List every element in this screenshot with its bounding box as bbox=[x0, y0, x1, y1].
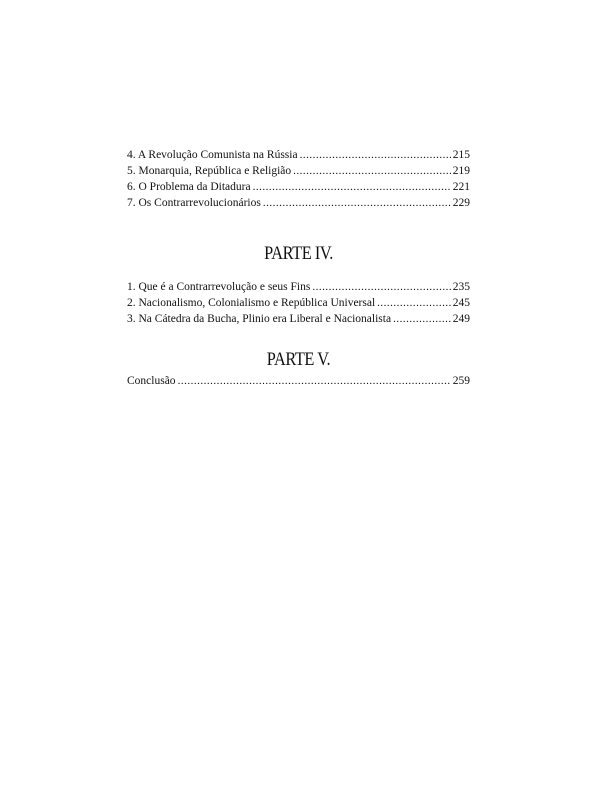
toc-entry-title: 6. O Problema da Ditadura bbox=[127, 181, 251, 193]
toc-leader-dots bbox=[377, 295, 451, 311]
toc-entry-page: 215 bbox=[452, 149, 470, 161]
toc-entry[interactable] bbox=[127, 163, 470, 179]
toc-entry-title: 5. Monarquia, República e Religião bbox=[127, 165, 292, 177]
toc-leader-dots bbox=[263, 195, 451, 211]
toc-entry-page: 229 bbox=[452, 197, 470, 209]
toc-entry-page: 219 bbox=[452, 165, 470, 177]
toc-leader-dots bbox=[253, 179, 451, 195]
toc-entry[interactable] bbox=[127, 195, 470, 211]
part-v-heading: PARTE V. bbox=[266, 349, 331, 370]
toc-entry[interactable] bbox=[127, 279, 470, 295]
toc-entry-page: 249 bbox=[452, 313, 470, 325]
toc-entry-page: 221 bbox=[452, 181, 470, 193]
toc-section-part-iii bbox=[127, 147, 470, 211]
toc-entry-title: 1. Que é a Contrarrevolução e seus Fins bbox=[127, 281, 311, 293]
toc-leader-dots bbox=[300, 147, 451, 163]
toc-leader-dots bbox=[293, 163, 451, 179]
toc-entry-title: 3. Na Cátedra da Bucha, Plinio era Liberal e Nacionalista bbox=[127, 313, 392, 325]
toc-entry[interactable] bbox=[127, 147, 470, 163]
toc-section-part-v bbox=[127, 373, 470, 389]
toc-entry[interactable] bbox=[127, 179, 470, 195]
toc-entry[interactable] bbox=[127, 373, 470, 389]
toc-leader-dots bbox=[312, 279, 450, 295]
toc-entry-title: 7. Os Contrarrevolucionários bbox=[127, 197, 261, 209]
toc-leader-dots bbox=[393, 311, 451, 327]
toc-entry[interactable] bbox=[127, 311, 470, 327]
toc-entry-title: 2. Nacionalismo, Colonialismo e República Universal bbox=[127, 297, 376, 309]
toc-entry-title: 4. A Revolução Comunista na Rússia bbox=[127, 149, 298, 161]
toc-section-part-iv bbox=[127, 279, 470, 327]
toc-entry[interactable] bbox=[127, 295, 470, 311]
toc-leader-dots bbox=[178, 373, 451, 389]
toc-entry-title: Conclusão bbox=[127, 375, 176, 387]
part-iv-heading: PARTE IV. bbox=[264, 243, 333, 264]
table-of-contents bbox=[127, 147, 470, 389]
toc-entry-page: 259 bbox=[452, 375, 470, 387]
toc-entry-page: 245 bbox=[452, 297, 470, 309]
toc-entry-page: 235 bbox=[452, 281, 470, 293]
